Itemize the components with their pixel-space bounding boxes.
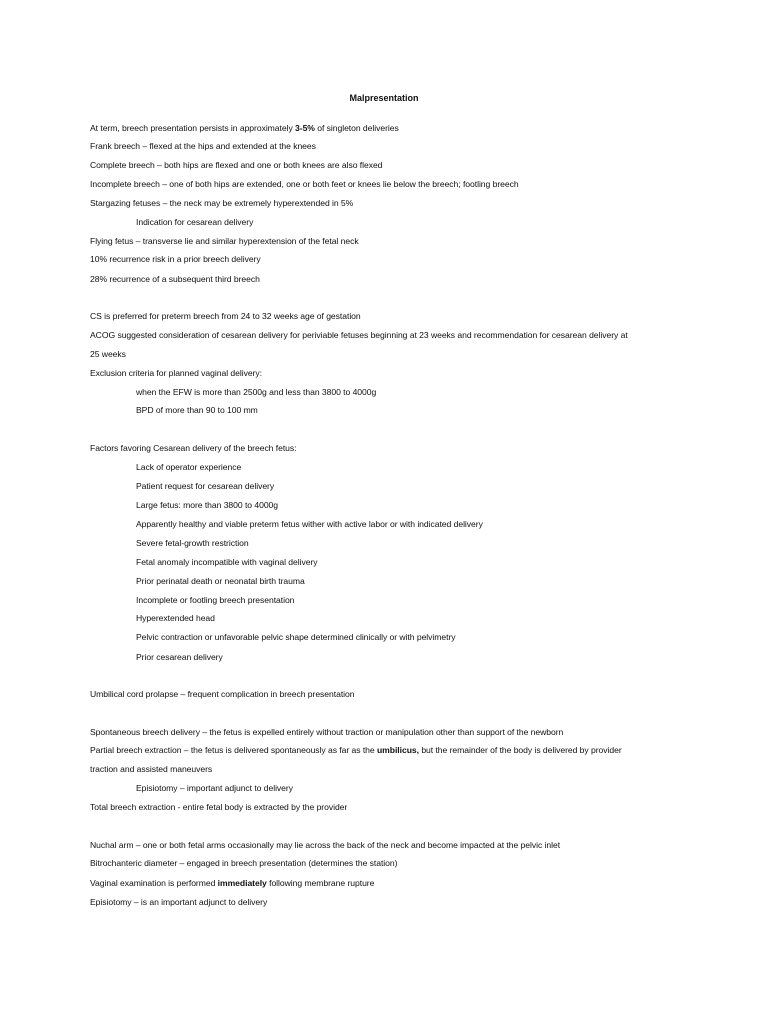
recurrence-10-line: 10% recurrence risk in a prior breech delivery (90, 254, 261, 264)
breech-persistence-line (90, 122, 399, 134)
bold-umbilicus: umbilicus, (376, 745, 419, 755)
factor-item: Large fetus: more than 3800 to 4000g (136, 500, 279, 510)
efw-subitem: when the EFW is more than 2500g and less than 3800 to 4000g (136, 387, 377, 397)
stargazing-subitem: Indication for cesarean delivery (136, 217, 254, 227)
episiotomy-line: Episiotomy – is an important adjunct to delivery (90, 897, 268, 907)
factor-item: Apparently healthy and viable preterm fetus wither with active labor or with indicated delivery (136, 519, 483, 529)
stargazing-line: Stargazing fetuses – the neck may be extremely hyperextended in 5% (90, 198, 354, 208)
factors-heading: Factors favoring Cesarean delivery of the breech fetus: (90, 443, 297, 453)
text-segment: Partial breech extraction – the fetus is delivered spontaneously as far as the (90, 745, 377, 755)
factor-item: Lack of operator experience (136, 462, 242, 472)
factor-item: Prior cesarean delivery (136, 652, 223, 662)
text-segment: At term, breech presentation persists in approximately (90, 123, 296, 133)
cs-preterm-line: CS is preferred for preterm breech from 24 to 32 weeks age of gestation (90, 311, 361, 321)
incomplete-breech-line: Incomplete breech – one of both hips are extended, one or both feet or knees lie below the breech; footling breech (90, 179, 519, 189)
bold-immediately: immediately (217, 878, 267, 888)
complete-breech-line: Complete breech – both hips are flexed and one or both knees are also flexed (90, 160, 383, 170)
partial-extraction-line-2: traction and assisted maneuvers (90, 764, 213, 774)
exclusion-criteria-line: Exclusion criteria for planned vaginal delivery: (90, 368, 262, 378)
total-extraction-line: Total breech extraction - entire fetal body is extracted by the provider (90, 802, 348, 812)
factor-item: Patient request for cesarean delivery (136, 481, 275, 491)
factor-item: Fetal anomaly incompatible with vaginal delivery (136, 557, 318, 567)
bold-percentage: 3-5% (295, 123, 315, 133)
factor-item: Severe fetal-growth restriction (136, 538, 249, 548)
bpd-subitem: BPD of more than 90 to 100 mm (136, 405, 258, 415)
spontaneous-delivery-line: Spontaneous breech delivery – the fetus is expelled entirely without traction or manipulation other than support of the newborn (90, 727, 564, 737)
text-segment: but the remainder of the body is delivered by provider (418, 745, 622, 755)
nuchal-arm-line: Nuchal arm – one or both fetal arms occasionally may lie across the back of the neck and become impacted at the pelvic inlet (90, 840, 561, 850)
vaginal-exam-line (90, 877, 374, 889)
factor-item: Prior perinatal death or neonatal birth trauma (136, 576, 305, 586)
acog-line-1: ACOG suggested consideration of cesarean delivery for periviable fetuses beginning at 23 weeks and recommendation for cesarean delivery at (90, 330, 628, 340)
frank-breech-line: Frank breech – flexed at the hips and extended at the knees (90, 141, 316, 151)
episiotomy-subitem: Episiotomy – important adjunct to delivery (136, 783, 293, 793)
cord-prolapse-line: Umbilical cord prolapse – frequent complication in breech presentation (90, 689, 355, 699)
page-title: Malpresentation (349, 93, 419, 103)
flying-fetus-line: Flying fetus – transverse lie and similar hyperextension of the fetal neck (90, 236, 359, 246)
bitrochanteric-line: Bitrochanteric diameter – engaged in breech presentation (determines the station) (90, 858, 398, 868)
acog-line-2: 25 weeks (90, 349, 126, 359)
factor-item: Hyperextended head (136, 613, 215, 623)
text-segment: of singleton deliveries (314, 123, 399, 133)
recurrence-28-line: 28% recurrence of a subsequent third breech (90, 274, 260, 284)
factor-item: Pelvic contraction or unfavorable pelvic shape determined clinically or with pelvimetry (136, 632, 456, 642)
factor-item: Incomplete or footling breech presentation (136, 595, 295, 605)
partial-extraction-line (90, 744, 622, 756)
text-segment: following membrane rupture (266, 878, 375, 888)
text-segment: Vaginal examination is performed (90, 878, 218, 888)
